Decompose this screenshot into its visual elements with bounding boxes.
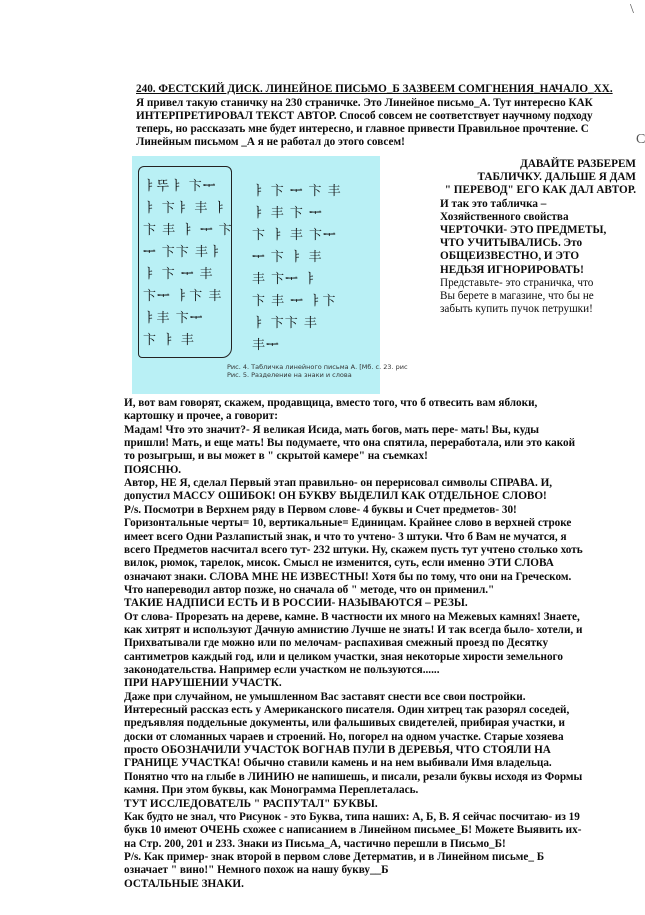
tablet-sign-row: 卞 丰 ㅑ ᆍ 卞 (143, 223, 233, 238)
body-line: на Стр. 200, 201 и 233. Знаки из Письма_А, частично перешли в Письмо_Б! (124, 837, 506, 850)
split-sign-row: ㅑ 丰 卞 ᆍ (252, 206, 323, 221)
body-line: имеет всего Одни Разлапистый знак, и что то учтено- 3 штуки. Что б Вам не мучатся, я (124, 530, 567, 543)
tablet-drawing (138, 166, 232, 358)
commentary-line: И так это табличка – (440, 197, 547, 210)
commentary-line: НЕДЬЗЯ ИГНОРИРОВАТЬ! (440, 263, 584, 276)
commentary-line: ОБЩЕИЗВЕСТНО, И ЭТО (440, 250, 580, 263)
commentary-line: ЧЕРТОЧКИ- ЭТО ПРЕДМЕТЫ, (440, 224, 607, 237)
caption-line: Рис. 4. Табличка линейного письма А. [Мб. с. 23. рис (227, 363, 408, 371)
body-line: вилок, рюмок, тарелок, мисок. Смысл не изменится, суть, если именно ЭТИ СЛОВА (124, 557, 554, 570)
body-line: букв 10 имеют ОЧЕНЬ схожее с написанием в Линейном письмее_Б! Можете Выявить их- (124, 824, 582, 837)
corner-mark: \ (630, 2, 634, 17)
split-sign-row: 卞 丰 ᆍ ㅑ卞 (252, 294, 337, 309)
body-line: как хитрят и используют Дачную амнистию Лучше не знать! И так всегда было- хотели, и (124, 623, 583, 636)
commentary-line: " ПЕРЕВОД" ЕГО КАК ДАЛ АВТОР. (444, 184, 636, 197)
body-line: ТАКИЕ НАДПИСИ ЕСТЬ И В РОССИИ- НАЗЫВАЮТСЯ – РЕЗЫ. (124, 597, 468, 610)
body-line: Понятно что на глыбе в ЛИНИЮ не напишешь, и писали, резали буквы исходя из Формы (124, 770, 583, 783)
tablet-sign-row: 卞ᆍ ㅑ卞 丰 (143, 289, 223, 304)
split-sign-row: 卞 ㅑ 丰 卞ᆍ (252, 228, 337, 243)
commentary-line: ТАБЛИЧКУ. ДАЛЬШЕ Я ДАМ (477, 171, 636, 184)
commentary-line: Хозяйственного свойства (440, 210, 569, 223)
split-sign-row: ᆍ 卞 ㅑ 丰 (252, 250, 323, 265)
body-line: всего Предметов насчитал всего тут- 232 штуки. Ну, скажем пусть тут учтено столько хоть (124, 543, 583, 556)
body-line: предъявляя поддельные документы, или фальшивых свидетелей, прибирая участки, и (124, 717, 565, 730)
body-line: законодательства. Например если участком не пользуются...... (124, 664, 440, 676)
intro-line: Я привел такую станичку на 230 страничке. Это Линейное письмо_А. Тут интересно КАК (136, 97, 593, 109)
body-line: Как будто не знал, что Рисунок - это Буква, типа наших: А, Б, В. Я сейчас посчитаю- из 19 (124, 810, 580, 823)
body-line: то розыгрыш, и вы может в " скрытой камере" на съемках! (124, 450, 428, 463)
body-line: означает " вино!" Немного похож на нашу букву__Б (124, 864, 389, 877)
commentary-line: Представьте- это страничка, что (440, 276, 594, 289)
edge-mark: C (636, 132, 645, 147)
body-line: ПОЯСНЮ. (124, 463, 182, 476)
commentary-line: ЧТО УЧИТЫВАЛИСЬ. Это (440, 237, 583, 250)
body-line: картошку и прочее, а говорит: (124, 410, 279, 423)
split-sign-row: ㅑ 卞卞 丰 (252, 316, 318, 331)
body-line: И, вот вам говорят, скажем, продавщица, вместо того, что б отвесить вам яблоки, (124, 397, 538, 409)
body-line: ТУТ ИССЛЕДОВАТЕЛЬ " РАСПУТАЛ" БУКВЫ. (124, 797, 378, 810)
commentary-line: ДАВАЙТЕ РАЗБЕРЕМ (520, 158, 636, 170)
commentary-line: Вы берете в магазине, что бы не (440, 290, 594, 303)
tablet-sign-row: ㅑ丰 卞ᆍ (143, 311, 204, 326)
body-line: камня. При этом буквы, как Монограмма Переплеталась. (124, 784, 419, 797)
body-line: Даже при случайном, не умышленном Вас заставят снести все свои постройки. (124, 690, 526, 703)
tablet-sign-row: ᆍ 卞卞 丰ㅑ (143, 245, 223, 260)
body-line: сантиметров каждый год, или и целиком участки, зная некоторые хирости земельного (124, 650, 563, 663)
linear-a-tablet-figure (132, 156, 408, 394)
split-sign-row: 丰 卞ᆍ ㅑ (252, 272, 318, 287)
figure-caption (227, 364, 408, 379)
body-line: Автор, НЕ Я, сделал Первый этап правильно- он перерисовал символы СПРАВА. И, (124, 477, 553, 490)
body-line: P/s. Как пример- знак второй в первом слове Детерматив, и в Линейном письме_ Б (124, 850, 545, 863)
intro-line: теперь, но рассказать мне будет интересно, и главное привести Правильное прочтение. С (136, 123, 589, 135)
body-line: Горизонтальные черты= 10, вертикальные= Единицам. Крайнее слово в верхней строке (124, 517, 572, 530)
body-line: P/s. Посмотри в Верхнем ряду в Первом слове- 4 буквы и Счет предметов- 30! (124, 503, 517, 516)
body-line: допустил МАССУ ОШИБОК! ОН БУКВУ ВЫДЕЛИЛ КАК ОТДЕЛЬНОЕ СЛОВО! (124, 490, 547, 503)
body-line: означают знаки. СЛОВА МНЕ НЕ ИЗВЕСТНЫ! Хотя бы по тому, что они на Греческом. (124, 570, 572, 583)
body-line: Мадам! Что это значит?- Я великая Исида, мать богов, мать пере- мать! Вы, куды (124, 423, 539, 436)
body-line: Интересный рассказ есть у Американского писателя. Один хитрец так разорял соседей, (124, 704, 570, 717)
split-sign-row: 丰ᆍ (252, 338, 280, 353)
caption-line: Рис. 5. Разделение на знаки и слова (227, 370, 352, 379)
tablet-sign-row: ㅑ뚜ㅑ 卞ᆍ (143, 179, 217, 194)
tablet-sign-row: ㅑ 卞ㅑ 丰 ㅑ (143, 201, 228, 216)
body-line: просто ОБОЗНАЧИЛИ УЧАСТОК ВОГНАВ ПУЛИ В ДЕРЕВЬЯ, ЧТО СТОЯЛИ НА (124, 744, 551, 757)
body-line: ГРАНИЦЕ УЧАСТКА! Обычно ставили камень и на нем выбивали Имя владельца. (124, 757, 552, 770)
body-line: Что напереводил автор позже, но сначала об " методе, что он применил." (124, 583, 495, 596)
page-heading: 240. ФЕСТСКИЙ ДИСК. ЛИНЕЙНОЕ ПИСЬМО_Б ЗАЗВЕЕМ СОМГНЕНИЯ_НАЧАЛО_XX. (136, 83, 613, 95)
split-sign-row: ㅑ 卞 ᆍ 卞 丰 (252, 184, 342, 199)
commentary-box (440, 158, 636, 316)
body-line: От слова- Прорезать на дереве, камне. В частности их много на Межевых камнях! Знаете, (124, 610, 580, 623)
tablet-sign-row: ㅑ 卞 ᆍ 丰 (143, 267, 214, 282)
body-line: пришли! Мать, и еще мать! Вы подумаете, что она спятила, переработала, или это какой (124, 437, 576, 450)
tablet-sign-row: 卞 ㅑ 丰 (143, 333, 195, 348)
body-line: ПРИ НАРУШЕНИИ УЧАСТК. (124, 677, 282, 690)
body-line: доски от сломанных чараев и строений. Но, погорел на одном участке. Старые хозяева (124, 730, 564, 743)
body-line: Прихватывали где можно или по мелочам- распахивая смежный проезд по Десятку (124, 637, 549, 650)
commentary-line: забыть купить пучок петрушки! (440, 303, 593, 316)
intro-line: ИНТЕРПРЕТИРОВАЛ ТЕКСТ АВТОР. Способ совсем не соответствует научному подходу (136, 110, 593, 122)
body-line: ОСТАЛЬНЫЕ ЗНАКИ. (124, 877, 244, 890)
intro-line: Линейным письмом _А я не работал до этого совсем! (136, 136, 405, 148)
